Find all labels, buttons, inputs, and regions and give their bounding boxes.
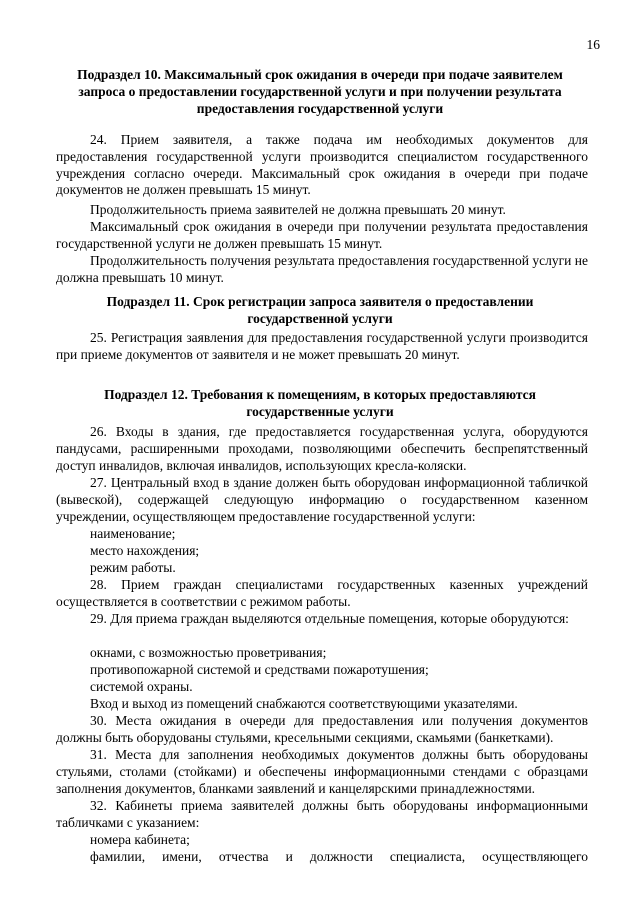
list-item: системой охраны. <box>90 679 193 694</box>
list-item: номера кабинета; <box>90 832 190 847</box>
list-item: противопожарной системой и средствами пожаротушения; <box>90 662 429 677</box>
heading-subsection-10: Подраздел 10. Максимальный срок ожидания в очереди при подаче заявителем запроса о предоставлении государственной услуги и при получении результата предоставления государственной услуги <box>77 67 563 116</box>
list-item: наименование; <box>90 526 176 541</box>
page-number: 16 <box>586 37 600 52</box>
heading-subsection-11: Подраздел 11. Срок регистрации запроса заявителя о предоставлении государственной услуги <box>106 294 534 326</box>
list-item: окнами, с возможностью проветривания; <box>90 645 327 660</box>
paragraph-28: 28. Прием граждан специалистами государственных казенных учреждений осуществляется в соответствии с режимом работы. <box>56 577 588 609</box>
paragraph-29: 29. Для приема граждан выделяются отдельные помещения, которые оборудуются: <box>90 611 569 626</box>
heading-subsection-12: Подраздел 12. Требования к помещениям, в которых предоставляются государственные услуги <box>104 387 536 419</box>
paragraph-24-max-wait: Максимальный срок ожидания в очереди при получении результата предоставления государственной услуги не должен превышать 15 минут. <box>56 219 588 251</box>
paragraph-24: 24. Прием заявителя, а также подача им необходимых документов для предоставления государственной услуги производится специалистом государственного учреждения согласно очереди. Максимальный срок ожидания в очереди при подаче документов не должен превышать 15 минут. <box>56 132 588 198</box>
paragraph-30: 30. Места ожидания в очереди для предоставления или получения документов должны быть оборудованы стульями, кресельными секциями, скамьями (банкетками). <box>56 713 588 745</box>
paragraph-25: 25. Регистрация заявления для предоставления государственной услуги производится при приеме документов от заявителя и не может превышать 20 минут. <box>56 330 588 362</box>
list-item: место нахождения; <box>90 543 200 558</box>
list-item: режим работы. <box>90 560 176 575</box>
paragraph-26: 26. Входы в здания, где предоставляется государственная услуга, оборудуются пандусами, расширенными проходами, позволяющими обеспечить беспрепятственный доступ инвалидов, включая инвалидов, использующих кресла-коляски. <box>56 424 588 473</box>
paragraph-27: 27. Центральный вход в здание должен быть оборудован информационной табличкой (вывеской), содержащей следующую информацию о государственном казенном учреждении, осуществляющем предоставление государственной услуги: <box>56 475 588 524</box>
paragraph-24-result: Продолжительность получения результата предоставления государственной услуги не должна превышать 10 минут. <box>56 253 588 285</box>
paragraph-32: 32. Кабинеты приема заявителей должны быть оборудованы информационными табличками с указанием: <box>56 798 588 830</box>
paragraph-29-signs: Вход и выход из помещений снабжаются соответствующими указателями. <box>90 696 518 711</box>
paragraph-31: 31. Места для заполнения необходимых документов должны быть оборудованы стульями, столами (стойками) и обеспечены информационными стендами с образцами заполнения документов, бланками заявлений и канцелярскими принадлежностями. <box>56 747 588 796</box>
paragraph-24-duration: Продолжительность приема заявителей не должна превышать 20 минут. <box>90 202 506 217</box>
paragraph-32-continued: фамилии, имени, отчества и должности специалиста, осуществляющего <box>90 849 588 864</box>
